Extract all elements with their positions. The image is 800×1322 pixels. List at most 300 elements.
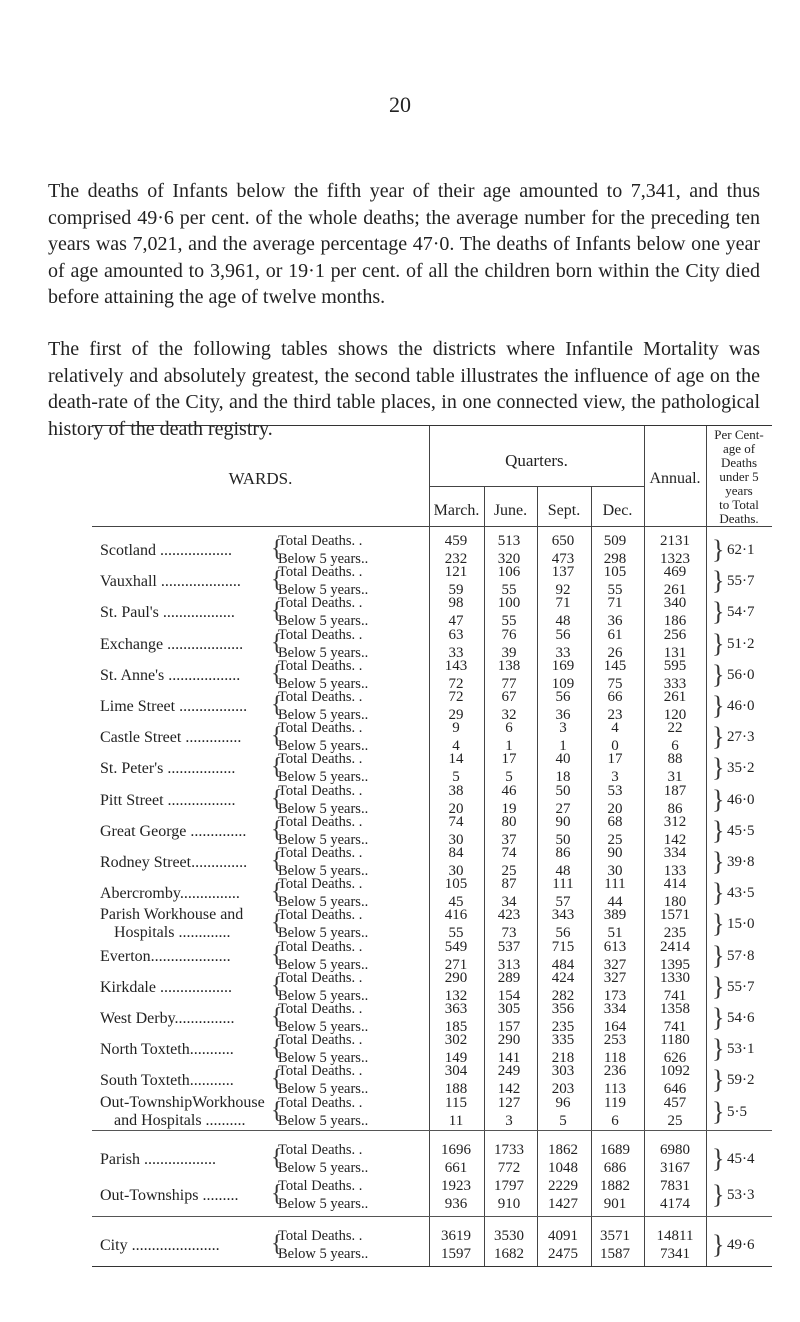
ward-row-ward-name: West Derby...............: [100, 1010, 235, 1027]
ward-row-brace: {: [271, 973, 283, 999]
ward-row-pct-brace: }: [712, 535, 725, 564]
ward-row-below-june: 5: [505, 769, 513, 785]
city-row-total-march: 3619: [441, 1228, 471, 1244]
ward-row-total-march: 304: [444, 1063, 468, 1079]
ward-row-below-sept: 27: [555, 801, 571, 817]
ward-row-below-march: 45: [448, 894, 464, 910]
ward-row-total-june: 67: [501, 689, 517, 705]
ward-row-below-march: 55: [448, 925, 464, 941]
ward-row-percentage: 39·8: [727, 854, 755, 870]
ward-row-below-march: 33: [448, 645, 464, 661]
summary-row-total-sept: 1862: [548, 1142, 578, 1158]
ward-row-below-dec: 118: [604, 1050, 626, 1066]
ward-row-ward-name: Everton....................: [100, 948, 231, 965]
ward-row-pct-brace: }: [712, 847, 725, 876]
ward-row-below-dec: 0: [611, 738, 619, 754]
summary-row-percentage: 45·4: [727, 1151, 755, 1167]
ward-row-below-march: 47: [448, 613, 464, 629]
ward-row-label-total: Total Deaths. .: [278, 627, 363, 643]
ward-row-label-total: Total Deaths. .: [278, 814, 363, 830]
ward-row-percentage: 54·6: [727, 1010, 755, 1026]
ward-row-label-below: Below 5 years..: [278, 894, 369, 910]
city-row-ward-name: City ......................: [100, 1237, 220, 1254]
ward-row-total-march: 290: [444, 970, 468, 986]
ward-row-below-march: 29: [448, 707, 464, 723]
ward-row-brace: {: [271, 1035, 283, 1061]
ward-row-below-dec: 51: [607, 925, 623, 941]
ward-row-total-sept: 169: [551, 658, 575, 674]
ward-row-label-below: Below 5 years..: [278, 832, 369, 848]
ward-row-below-annual: 741: [663, 1019, 687, 1035]
ward-row-total-june: 76: [501, 627, 517, 643]
ward-row-below-march: 185: [444, 1019, 468, 1035]
header-wards: WARDS.: [228, 469, 293, 488]
ward-row-label-total: Total Deaths. .: [278, 845, 363, 861]
pct-header-line: Deaths.: [719, 511, 759, 526]
ward-row-label-total: Total Deaths. .: [278, 907, 363, 923]
header-march: March.: [433, 502, 480, 519]
ward-row-total-dec: 4: [611, 720, 619, 736]
pct-header-line: under 5: [719, 469, 759, 484]
ward-row-below-dec: 25: [607, 832, 623, 848]
summary-row-pct-brace: }: [712, 1180, 725, 1209]
ward-row-below-march: 149: [444, 1050, 468, 1066]
ward-row-pct-brace: }: [712, 785, 725, 814]
city-row-below-june: 1682: [494, 1246, 524, 1262]
ward-row-total-annual: 256: [663, 627, 687, 643]
ward-row-brace: {: [271, 910, 283, 936]
summary-row-label-total: Total Deaths. .: [278, 1142, 363, 1158]
ward-row-brace: {: [271, 692, 283, 718]
city-row-label-total: Total Deaths. .: [278, 1228, 363, 1244]
ward-row-pct-brace: }: [712, 972, 725, 1001]
summary-row-total-annual: 6980: [660, 1142, 690, 1158]
summary-row-total-march: 1923: [441, 1178, 471, 1194]
ward-row-ward-name: Vauxhall ....................: [100, 573, 241, 590]
ward-row-total-june: 127: [497, 1095, 521, 1111]
pct-header-line: Deaths: [720, 455, 758, 470]
ward-row-below-june: 55: [501, 582, 517, 598]
ward-row-total-annual: 312: [663, 814, 687, 830]
column-divider: [706, 426, 707, 1266]
ward-row-total-annual: 1180: [660, 1032, 690, 1048]
ward-row-below-dec: 44: [607, 894, 623, 910]
ward-row-below-march: 232: [444, 551, 468, 567]
ward-row-label-below: Below 5 years..: [278, 1081, 369, 1097]
ward-row-label-below: Below 5 years..: [278, 957, 369, 973]
ward-row-brace: {: [271, 1098, 283, 1124]
ward-row-total-annual: 1092: [660, 1063, 690, 1079]
ward-row-label-below: Below 5 years..: [278, 801, 369, 817]
paragraph-tables-intro: The first of the following tables shows the districts where Infantile Mortality was relatively and absolutely greatest, the second table illustrates the influence of age on the death-rate of the City, and the third table places, in one connected view, the pathological history of the death registry.: [48, 338, 760, 440]
ward-row-below-march: 11: [448, 1113, 464, 1129]
city-row-percentage: 49·6: [727, 1237, 755, 1253]
ward-row-total-june: 74: [501, 845, 517, 861]
ward-row-below-june: 73: [501, 925, 517, 941]
summary-row-total-june: 1733: [494, 1142, 524, 1158]
ward-row-percentage: 5·5: [727, 1104, 747, 1120]
ward-row-label-total: Total Deaths. .: [278, 720, 363, 736]
ward-row-below-annual: 142: [663, 832, 687, 848]
ward-row-label-below: Below 5 years..: [278, 738, 369, 754]
summary-row-pct-brace: }: [712, 1144, 725, 1173]
ward-row-percentage: 35·2: [727, 760, 755, 776]
ward-row-total-annual: 414: [663, 876, 687, 892]
summary-row-ward-name: Parish ..................: [100, 1151, 216, 1168]
summary-row-below-annual: 3167: [660, 1160, 690, 1176]
ward-row-below-june: 32: [501, 707, 517, 723]
ward-row-below-sept: 484: [551, 957, 575, 973]
ward-row-brace: {: [271, 942, 283, 968]
ward-row-total-june: 289: [497, 970, 521, 986]
quarters-underline: [429, 486, 644, 487]
ward-row-below-dec: 173: [603, 988, 627, 1004]
summary-row-below-june: 772: [497, 1160, 521, 1176]
summary-row-below-dec: 901: [603, 1196, 627, 1212]
ward-row-total-annual: 457: [663, 1095, 687, 1111]
ward-row-label-below: Below 5 years..: [278, 769, 369, 785]
ward-row-below-sept: 92: [555, 582, 571, 598]
ward-row-total-dec: 509: [603, 533, 627, 549]
ward-row-total-june: 290: [497, 1032, 521, 1048]
ward-row-total-june: 80: [501, 814, 517, 830]
ward-row-label-total: Total Deaths. .: [278, 970, 363, 986]
ward-row-below-dec: 75: [607, 676, 623, 692]
ward-row-below-dec: 298: [603, 551, 627, 567]
summary-row-below-sept: 1048: [548, 1160, 578, 1176]
summary-row-below-sept: 1427: [548, 1196, 578, 1212]
ward-row-brace: {: [271, 817, 283, 843]
ward-row-label-total: Total Deaths. .: [278, 876, 363, 892]
ward-row-below-sept: 235: [551, 1019, 575, 1035]
ward-row-total-march: 63: [448, 627, 464, 643]
ward-row-below-dec: 26: [607, 645, 623, 661]
ward-row-total-dec: 66: [607, 689, 623, 705]
ward-row-label-total: Total Deaths. .: [278, 1063, 363, 1079]
ward-row-below-annual: 741: [663, 988, 687, 1004]
ward-row-ward-name-cont: and Hospitals ..........: [114, 1112, 246, 1129]
summary-row-below-annual: 4174: [660, 1196, 690, 1212]
ward-row-total-sept: 50: [555, 783, 571, 799]
ward-row-percentage: 46·0: [727, 698, 755, 714]
ward-row-below-june: 77: [501, 676, 517, 692]
ward-row-label-below: Below 5 years..: [278, 645, 369, 661]
paragraph-infant-deaths: The deaths of Infants below the fifth year of their age amounted to 7,341, and thus comprised 49·6 per cent. of the whole deaths; the average number for the preceding ten years was 7,021, and the average percentage 47·0. The deaths of Infants below one year of age amounted to 3,961, or 19·1 per cent. of all the children born within the City died before attaining the age of twelve months.: [48, 180, 760, 308]
ward-row-brace: {: [271, 598, 283, 624]
ward-row-below-june: 313: [497, 957, 521, 973]
ward-row-percentage: 45·5: [727, 823, 755, 839]
ward-row-percentage: 62·1: [727, 542, 755, 558]
ward-row-pct-brace: }: [712, 1065, 725, 1094]
header-sept: Sept.: [547, 502, 581, 519]
ward-row-total-june: 87: [501, 876, 517, 892]
ward-row-total-annual: 261: [663, 689, 687, 705]
ward-row-total-dec: 17: [607, 751, 623, 767]
ward-row-total-march: 459: [444, 533, 468, 549]
ward-row-below-june: 154: [497, 988, 521, 1004]
ward-row-label-total: Total Deaths. .: [278, 1032, 363, 1048]
ward-row-total-annual: 1358: [660, 1001, 690, 1017]
ward-row-total-march: 363: [444, 1001, 468, 1017]
ward-row-total-dec: 105: [603, 564, 627, 580]
ward-row-percentage: 46·0: [727, 792, 755, 808]
ward-row-below-annual: 6: [671, 738, 679, 754]
ward-row-total-annual: 2414: [660, 939, 690, 955]
ward-row-total-sept: 40: [555, 751, 571, 767]
ward-row-ward-name: Kirkdale ..................: [100, 979, 232, 996]
ward-row-total-march: 121: [444, 564, 468, 580]
ward-row-label-below: Below 5 years..: [278, 676, 369, 692]
ward-row-label-below: Below 5 years..: [278, 925, 369, 941]
ward-row-ward-name: Lime Street .................: [100, 698, 248, 715]
ward-row-label-below: Below 5 years..: [278, 1050, 369, 1066]
ward-row-total-dec: 61: [607, 627, 623, 643]
pct-header-line: years: [725, 483, 753, 498]
ward-row-total-sept: 715: [551, 939, 575, 955]
ward-row-total-march: 98: [448, 595, 464, 611]
ward-row-total-march: 38: [448, 783, 464, 799]
ward-row-below-march: 30: [448, 832, 464, 848]
ward-row-below-sept: 50: [555, 832, 571, 848]
summary-row-label-total: Total Deaths. .: [278, 1178, 363, 1194]
ward-row-label-total: Total Deaths. .: [278, 595, 363, 611]
ward-row-below-june: 3: [505, 1113, 513, 1129]
summary-row-total-sept: 2229: [548, 1178, 578, 1194]
ward-row-total-dec: 334: [603, 1001, 627, 1017]
city-separator: [92, 1216, 772, 1217]
summary-row-below-march: 661: [444, 1160, 468, 1176]
city-row-total-sept: 4091: [548, 1228, 578, 1244]
ward-row-brace: {: [271, 1066, 283, 1092]
ward-row-total-june: 106: [497, 564, 521, 580]
ward-row-total-dec: 90: [607, 845, 623, 861]
ward-row-below-june: 157: [497, 1019, 521, 1035]
ward-row-label-total: Total Deaths. .: [278, 1095, 363, 1111]
ward-row-total-june: 46: [501, 783, 517, 799]
ward-row-total-march: 72: [448, 689, 464, 705]
ward-row-percentage: 15·0: [727, 916, 755, 932]
ward-row-below-annual: 25: [667, 1113, 683, 1129]
ward-row-total-dec: 68: [607, 814, 623, 830]
summary-row-below-june: 910: [497, 1196, 521, 1212]
ward-row-label-below: Below 5 years..: [278, 613, 369, 629]
ward-row-total-sept: 343: [551, 907, 575, 923]
city-row-label-below: Below 5 years..: [278, 1246, 369, 1262]
ward-row-ward-name: Great George ..............: [100, 823, 247, 840]
ward-row-below-march: 188: [444, 1081, 468, 1097]
ward-row-below-june: 19: [501, 801, 517, 817]
ward-row-percentage: 27·3: [727, 729, 755, 745]
ward-row-total-march: 115: [445, 1095, 467, 1111]
ward-row-pct-brace: }: [712, 629, 725, 658]
ward-row-brace: {: [271, 630, 283, 656]
ward-row-total-sept: 86: [555, 845, 571, 861]
summary-row-total-annual: 7831: [660, 1178, 690, 1194]
ward-row-total-march: 9: [452, 720, 460, 736]
summary-row-total-june: 1797: [494, 1178, 524, 1194]
ward-row-total-june: 138: [497, 658, 521, 674]
ward-row-total-dec: 111: [604, 876, 626, 892]
ward-row-below-march: 5: [452, 769, 460, 785]
ward-row-below-dec: 327: [603, 957, 627, 973]
ward-row-ward-name: Parish Workhouse and: [100, 906, 244, 923]
summary-row-percentage: 53·3: [727, 1187, 755, 1203]
ward-row-below-june: 25: [501, 863, 517, 879]
ward-row-below-june: 320: [497, 551, 521, 567]
summary-row-total-dec: 1689: [600, 1142, 630, 1158]
ward-row-total-sept: 303: [551, 1063, 575, 1079]
header-quarters: Quarters.: [505, 451, 568, 470]
ward-row-label-total: Total Deaths. .: [278, 751, 363, 767]
ward-row-below-annual: 333: [663, 676, 687, 692]
city-row-below-sept: 2475: [548, 1246, 578, 1262]
ward-row-total-march: 302: [444, 1032, 468, 1048]
ward-row-below-dec: 23: [607, 707, 623, 723]
ward-row-below-june: 1: [505, 738, 513, 754]
ward-row-below-sept: 56: [555, 925, 571, 941]
ward-row-total-dec: 145: [603, 658, 627, 674]
ward-row-ward-name: Out-TownshipWorkhouse: [100, 1094, 265, 1111]
ward-row-ward-name: St. Peter's .................: [100, 760, 236, 777]
infant-mortality-table: [92, 425, 772, 1267]
ward-row-brace: {: [271, 567, 283, 593]
ward-row-below-dec: 55: [607, 582, 623, 598]
ward-row-total-march: 549: [444, 939, 468, 955]
ward-row-total-sept: 356: [551, 1001, 575, 1017]
ward-row-total-march: 74: [448, 814, 464, 830]
ward-row-label-below: Below 5 years..: [278, 1019, 369, 1035]
ward-row-total-annual: 22: [667, 720, 683, 736]
ward-row-ward-name: Pitt Street .................: [100, 792, 236, 809]
ward-row-ward-name: South Toxteth...........: [100, 1072, 234, 1089]
ward-row-total-dec: 327: [603, 970, 627, 986]
ward-row-total-sept: 335: [551, 1032, 575, 1048]
ward-row-percentage: 55·7: [727, 979, 755, 995]
ward-row-below-march: 20: [448, 801, 464, 817]
ward-row-below-sept: 48: [555, 613, 571, 629]
ward-row-brace: {: [271, 723, 283, 749]
ward-row-label-total: Total Deaths. .: [278, 533, 363, 549]
ward-row-total-june: 423: [497, 907, 521, 923]
ward-row-below-march: 132: [444, 988, 468, 1004]
ward-row-total-annual: 187: [663, 783, 687, 799]
ward-row-below-annual: 86: [667, 801, 683, 817]
ward-row-below-annual: 131: [663, 645, 687, 661]
ward-row-below-sept: 473: [551, 551, 575, 567]
header-percentage: [706, 428, 772, 526]
city-row-below-march: 1597: [441, 1246, 471, 1262]
ward-row-total-june: 513: [497, 533, 521, 549]
ward-row-ward-name: St. Anne's ..................: [100, 667, 241, 684]
ward-row-below-sept: 282: [551, 988, 575, 1004]
ward-row-ward-name: Rodney Street..............: [100, 854, 248, 871]
ward-row-label-below: Below 5 years..: [278, 1113, 369, 1129]
ward-row-brace: {: [271, 879, 283, 905]
pct-header-line: Per Cent-: [714, 427, 764, 442]
ward-row-percentage: 53·1: [727, 1041, 755, 1057]
city-row-total-june: 3530: [494, 1228, 524, 1244]
header-dec: Dec.: [602, 502, 633, 519]
ward-row-below-sept: 5: [559, 1113, 567, 1129]
pct-header-line: to Total: [719, 497, 759, 512]
ward-row-label-total: Total Deaths. .: [278, 658, 363, 674]
ward-row-below-annual: 626: [663, 1050, 687, 1066]
ward-row-total-march: 416: [444, 907, 468, 923]
ward-row-below-sept: 57: [555, 894, 571, 910]
ward-row-pct-brace: }: [712, 597, 725, 626]
ward-row-below-june: 141: [497, 1050, 521, 1066]
summary-row-brace: {: [271, 1181, 283, 1207]
ward-row-total-annual: 88: [667, 751, 683, 767]
summary-row-below-dec: 686: [603, 1160, 627, 1176]
column-divider: [644, 426, 645, 1266]
ward-row-total-march: 14: [448, 751, 464, 767]
ward-row-below-dec: 3: [611, 769, 619, 785]
ward-row-below-sept: 1: [559, 738, 567, 754]
summary-row-label-below: Below 5 years..: [278, 1160, 369, 1176]
ward-row-below-march: 4: [452, 738, 460, 754]
ward-row-below-annual: 186: [663, 613, 687, 629]
ward-row-total-annual: 469: [663, 564, 687, 580]
ward-row-label-below: Below 5 years..: [278, 582, 369, 598]
ward-row-label-total: Total Deaths. .: [278, 939, 363, 955]
ward-row-ward-name: Abercromby...............: [100, 885, 240, 902]
ward-row-below-annual: 120: [663, 707, 687, 723]
ward-row-label-below: Below 5 years..: [278, 863, 369, 879]
ward-row-below-dec: 113: [604, 1081, 626, 1097]
ward-row-brace: {: [271, 754, 283, 780]
ward-row-below-annual: 235: [663, 925, 687, 941]
ward-row-total-annual: 595: [663, 658, 687, 674]
ward-row-below-annual: 31: [667, 769, 683, 785]
ward-row-brace: {: [271, 1004, 283, 1030]
ward-row-ward-name: Castle Street ..............: [100, 729, 242, 746]
ward-row-percentage: 54·7: [727, 604, 755, 620]
ward-row-ward-name: Scotland ..................: [100, 542, 232, 559]
ward-row-total-sept: 137: [551, 564, 575, 580]
ward-row-total-sept: 90: [555, 814, 571, 830]
city-row-total-annual: 14811: [656, 1228, 694, 1244]
ward-row-total-june: 17: [501, 751, 517, 767]
column-divider: [429, 426, 430, 1266]
ward-row-below-sept: 36: [555, 707, 571, 723]
ward-row-total-sept: 650: [551, 533, 575, 549]
ward-row-total-sept: 71: [555, 595, 571, 611]
ward-row-total-sept: 96: [555, 1095, 571, 1111]
ward-row-below-march: 59: [448, 582, 464, 598]
ward-row-total-annual: 1571: [660, 907, 690, 923]
ward-row-below-annual: 261: [663, 582, 687, 598]
ward-row-ward-name: St. Paul's ..................: [100, 604, 235, 621]
summary-row-below-march: 936: [444, 1196, 468, 1212]
city-row-below-dec: 1587: [600, 1246, 630, 1262]
summary-row-label-below: Below 5 years..: [278, 1196, 369, 1212]
ward-row-total-sept: 56: [555, 689, 571, 705]
ward-row-percentage: 51·2: [727, 636, 755, 652]
city-row-brace: {: [271, 1231, 283, 1257]
ward-row-below-june: 142: [497, 1081, 521, 1097]
ward-row-below-sept: 48: [555, 863, 571, 879]
ward-row-total-dec: 253: [603, 1032, 627, 1048]
ward-row-below-sept: 218: [551, 1050, 575, 1066]
ward-row-label-total: Total Deaths. .: [278, 564, 363, 580]
ward-row-pct-brace: }: [712, 1097, 725, 1126]
ward-row-below-march: 271: [444, 957, 468, 973]
ward-row-pct-brace: }: [712, 660, 725, 689]
ward-row-ward-name-cont: Hospitals .............: [114, 924, 231, 941]
ward-row-total-dec: 389: [603, 907, 627, 923]
page-number: 20: [389, 92, 411, 117]
